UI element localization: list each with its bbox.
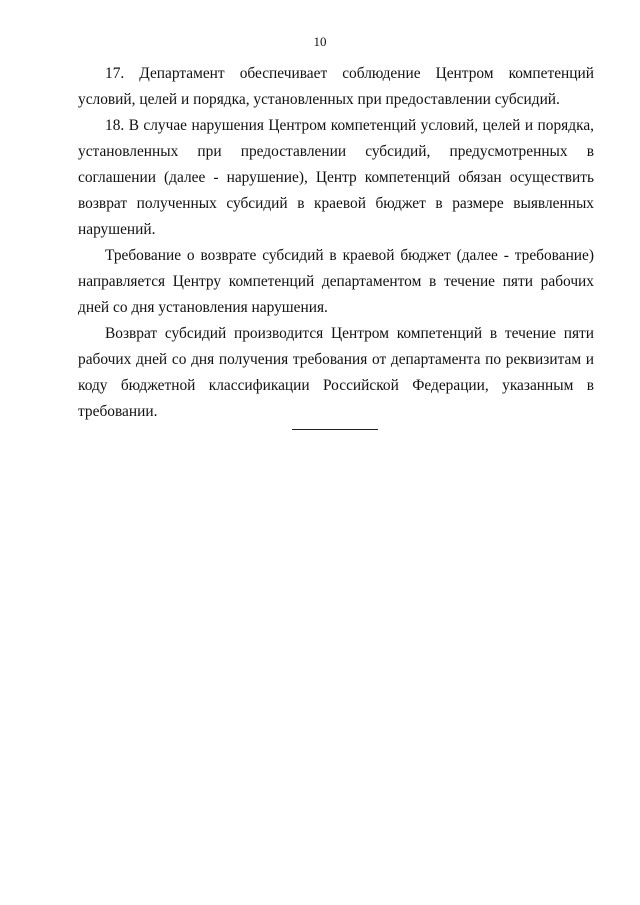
- paragraph-return-requirement: Требование о возврате субсидий в краевой бюджет (далее - требование) направляется Центру компетенций департаментом в течение пяти рабочих дней со дня установления нарушения.: [78, 247, 594, 316]
- page-number: 10: [313, 34, 327, 49]
- document-body: [78, 61, 594, 425]
- paragraph-17: 17. Департамент обеспечивает соблюдение Центром компетенций условий, целей и порядка, установленных при предоставлении субсидий.: [78, 65, 594, 108]
- paragraph-return-procedure: Возврат субсидий производится Центром компетенций в течение пяти рабочих дней со дня получения требования от департамента по реквизитам и коду бюджетной классификации Российской Федерации, указанным в требовании.: [78, 325, 594, 420]
- paragraph-18: 18. В случае нарушения Центром компетенций условий, целей и порядка, установленных при предоставлении субсидий, предусмотренных в соглашении (далее - нарушение), Центр компетенций обязан осуществить возврат полученных субсидий в краевой бюджет в размере выявленных нарушений.: [78, 117, 594, 238]
- end-of-text-rule: [292, 429, 378, 430]
